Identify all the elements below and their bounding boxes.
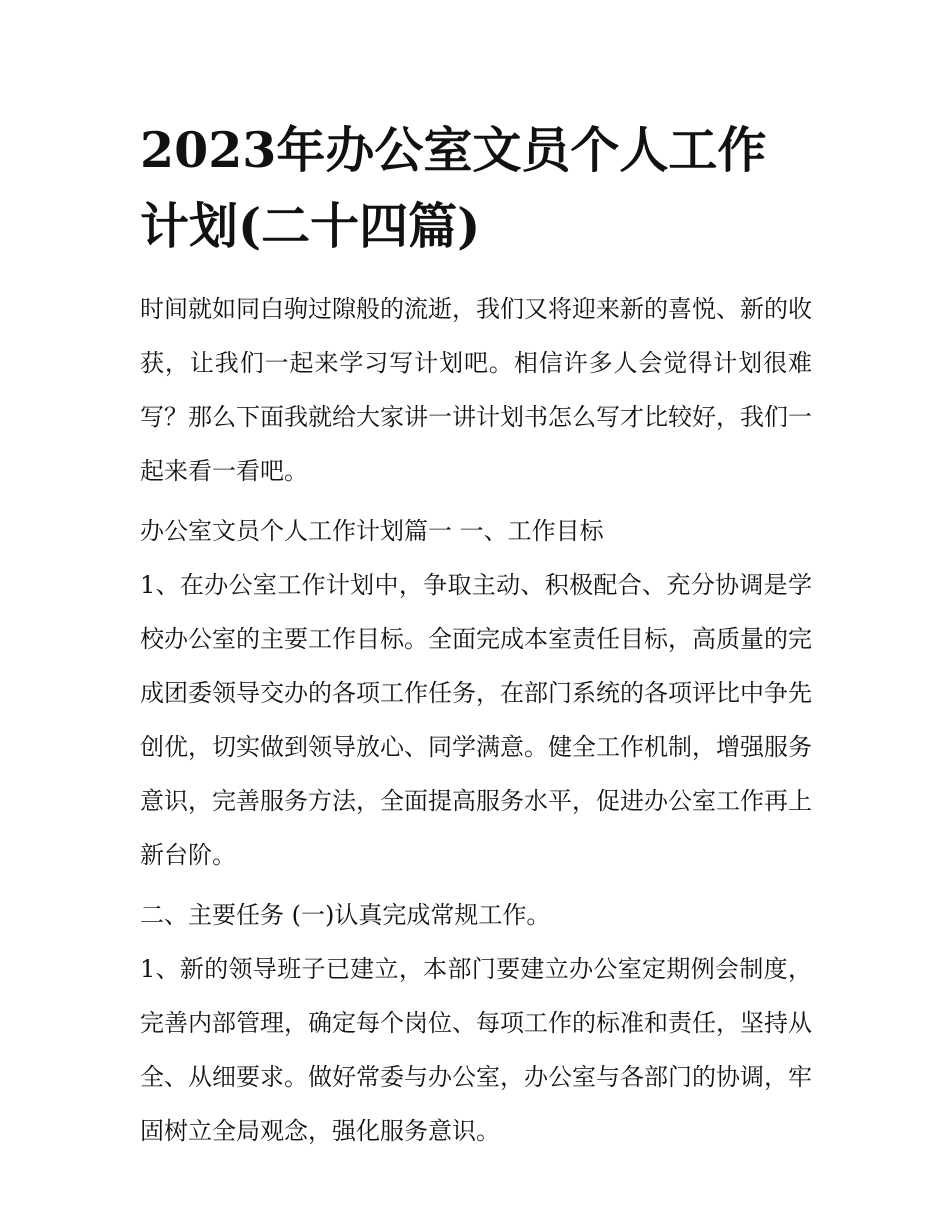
intro-paragraph: 时间就如同白驹过隙般的流逝，我们又将迎来新的喜悦、新的收获，让我们一起来学习写计划吧。相信许多人会觉得计划很难写？那么下面我就给大家讲一讲计划书怎么写才比较好，我们一起来看一看吧。: [140, 295, 812, 485]
goal-paragraph: 1、在办公室工作计划中，争取主动、积极配合、充分协调是学校办公室的主要工作目标。全面完成本室责任目标，高质量的完成团委领导交办的各项工作任务，在部门系统的各项评比中争先创优，切实做到领导放心、同学满意。健全工作机制，增强服务意识，完善服务方法，全面提高服务水平，促进办公室工作再上新台阶。: [140, 571, 812, 869]
document-paragraphs: [140, 282, 812, 1158]
document-title: 2023年办公室文员个人工作计划(二十四篇): [140, 121, 767, 255]
task-paragraph: 1、新的领导班子已建立，本部门要建立办公室定期例会制度，完善内部管理，确定每个岗位、每项工作的标准和责任，坚持从全、从细要求。做好常委与办公室，办公室与各部门的协调，牢固树立全局观念，强化服务意识。: [140, 955, 812, 1145]
document-body: [140, 112, 812, 1164]
section-heading-work-goals: 办公室文员个人工作计划篇一 一、工作目标: [140, 517, 604, 545]
section-heading-main-tasks: 二、主要任务 (一)认真完成常规工作。: [140, 901, 551, 929]
